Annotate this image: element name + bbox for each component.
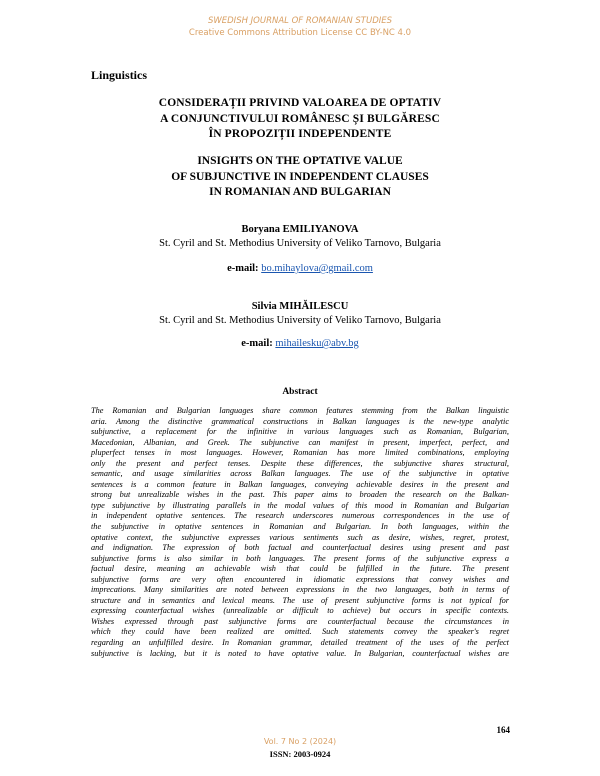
title-en-line: OF SUBJUNCTIVE IN INDEPENDENT CLAUSES [171,170,429,183]
title-romanian [0,96,600,143]
footer-issn: ISSN: 2003-0924 [269,749,331,759]
author-2 [0,300,600,328]
abstract-line: Wishes expressed through past subjunctive forms are counterfactual because the circumstances in [91,616,509,626]
author-1-email-line [0,263,600,274]
author-name: Silvia MIHĂILESCU [251,301,349,312]
abstract-line: subjunctive, a replacement for the infinitive in various languages such as Romanian, Bulgarian, [91,427,509,437]
section-label: Linguistics [91,68,148,82]
title-en-line: IN ROMANIAN AND BULGARIAN [209,186,391,198]
author-affiliation: St. Cyril and St. Methodius University of Veliko Tarnovo, Bulgaria [159,315,441,326]
abstract-line: the subjunctive in optative sentences in Romanian and Bulgarian. In both languages, within the [91,522,509,532]
title-ro-line: CONSIDERAȚII PRIVIND VALOAREA DE OPTATIV [158,97,442,109]
journal-license: Creative Commons Attribution License CC BY-NC 4.0 [188,28,412,38]
author-affiliation: St. Cyril and St. Methodius University of Veliko Tarnovo, Bulgaria [159,238,441,249]
abstract-body [91,406,509,659]
abstract-line: imprecations. Many similarities are noted between expressions in the two languages, both in terms of [91,585,509,595]
abstract-line: subjunctive forms is also similar in both languages. The present forms of the subjunctive express a [91,553,509,563]
author-2-email-line [0,338,600,349]
abstract-line: Macedonian, Albanian, and Greek. The subjunctive can manifest in present, imperfect, perfect, and [91,437,509,447]
author-name: Boryana EMILIYANOVA [241,224,359,235]
email-label: e-mail: [241,338,273,349]
abstract-line: in independent optative sentences. The research underscores numerous correspondences in the use of [91,511,509,521]
abstract-line: expressing counterfactual wishes (unrealizable or difficult to achieve) but occurs in specific contexts. [91,606,509,616]
abstract-line: The Romanian and Bulgarian languages share common features stemming from the Balkan linguistic [91,406,509,415]
title-ro-line: A CONJUNCTIVULUI ROMÂNESC ȘI BULGĂRESC [160,112,440,125]
abstract-line: which they could have been realized are omitted. Such statements convey the speaker's regret [91,627,509,637]
email-link[interactable]: bo.mihaylova@gmail.com [261,263,373,274]
abstract-line: subjunctive forms are very often encountered in idiomatic expressions that convey wishes and [91,574,509,584]
abstract-line: only the present and perfect tenses. Despite these differences, the subjunctive shares structural, [91,458,509,468]
email-label: e-mail: [227,263,259,274]
title-ro-line: ÎN PROPOZIȚII INDEPENDENTE [208,128,392,140]
abstract-line: sentences is a common feature in Balkan languages, conveying achievable desires in the present and [91,479,509,489]
title-en-line: INSIGHTS ON THE OPTATIVE VALUE [197,155,403,167]
abstract-line: aria. Among the distinctive grammatical constructions in Balkan languages is the new-type analytic [91,416,509,426]
title-english [0,154,600,201]
journal-name: SWEDISH JOURNAL OF ROMANIAN STUDIES [207,16,393,26]
abstract-line: type subjunctive by illustrating parallels in the modal values of this mood in Romanian and Bulgarian [91,500,509,510]
abstract-heading: Abstract [282,387,318,397]
abstract-line: and indignation. The expression of both factual and counterfactual desires using present and past [91,543,509,553]
abstract-line: semantic, and usage similarities across Balkan languages. The use of the subjunctive in optative [91,469,509,479]
abstract-line: factual desire, meaning an achievable wish that could be fulfilled in the future. The present [91,564,509,574]
page-number: 164 [496,725,510,735]
abstract-line: pluperfect tenses in most languages. However, Romanian has more limited combinations, employing [91,448,509,458]
abstract-line: subjunctive is lacking, but it is noted to have optative value. In Bulgarian, counterfactual wishes are [91,648,509,658]
abstract-line: strong but unrealizable wishes in the past. This paper aims to broaden the research on the Balkan- [91,490,509,500]
email-link[interactable]: mihailesku@abv.bg [275,338,359,349]
abstract-line: optative context, the subjunctive expresses various sentiments such as desire, wishes, regret, protest, [91,532,509,542]
footer-volume: Vol. 7 No 2 (2024) [263,737,337,746]
abstract-line: structure and in semantics and lexical means. The use of present subjunctive forms is not typical for [91,595,509,605]
abstract-line: regarding an unfulfilled desire. In Romanian grammar, detailed treatment of the uses of the perfect [91,638,509,648]
author-1 [0,223,600,251]
